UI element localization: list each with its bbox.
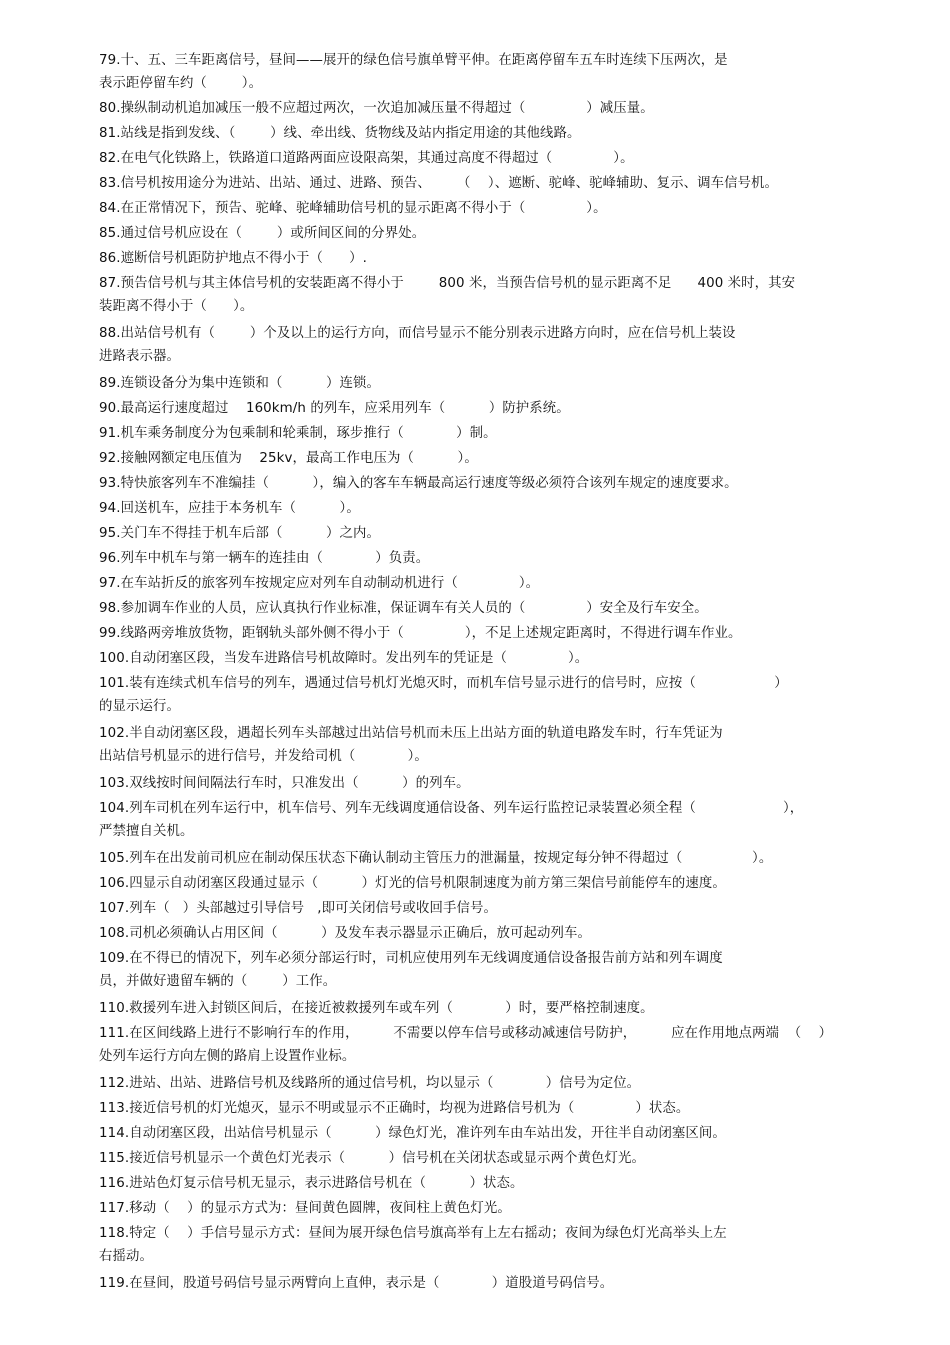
question-text: 103.双线按时间间隔法行车时，只准发出（ ）的列车。 [99,776,470,791]
question-text: 84.在正常情况下，预告、驼峰、驼峰辅助信号机的显示距离不得小于（ ）。 [99,201,607,216]
question-text: 81.站线是指到发线、（ ）线、牵出线、货物线及站内指定用途的其他线路。 [99,126,581,141]
question-text: 117.移动（ ）的显示方式为：昼间黄色圆牌，夜间柱上黄色灯光。 [99,1201,511,1216]
question-text-continued: 进路表示器。 [99,349,180,364]
question-text: 99.线路两旁堆放货物，距钢轨头部外侧不得小于（ ），不足上述规定距离时，不得进行调车作业。 [99,626,742,641]
question-text: 107.列车（ ）头部越过引导信号 ,即可关闭信号或收回手信号。 [99,901,497,916]
question-text: 92.接触网额定电压值为 25kv，最高工作电压为（ ）。 [99,451,478,466]
question-text: 100.自动闭塞区段，当发车进路信号机故障时。发出列车的凭证是（ ）。 [99,651,589,666]
question-text: 95.关门车不得挂于机车后部（ ）之内。 [99,526,381,541]
question-text: 112.进站、出站、进路信号机及线路所的通过信号机，均以显示（ ）信号为定位。 [99,1076,641,1091]
question-text-continued: 的显示运行。 [99,699,180,714]
question-text: 114.自动闭塞区段，出站信号机显示（ ）绿色灯光，准许列车由车站出发，开往半自动闭塞区间。 [99,1126,726,1141]
question-text: 102.半自动闭塞区段，遇超长列车头部越过出站信号机而未压上出站方面的轨道电路发车时，行车凭证为 [99,726,723,741]
question-text: 110.救援列车进入封锁区间后，在接近被救援列车或车列（ ）时，要严格控制速度。 [99,1001,654,1016]
question-text: 89.连锁设备分为集中连锁和（ ）连锁。 [99,376,381,391]
question-text: 86.遮断信号机距防护地点不得小于（ ）. [99,251,367,266]
question-text: 82.在电气化铁路上，铁路道口道路两面应设限高架，其通过高度不得超过（ ）。 [99,151,634,166]
question-text-continued: 装距离不得小于（ ）。 [99,299,254,314]
question-text: 85.通过信号机应设在（ ）或所间区间的分界处。 [99,226,426,241]
question-text: 105.列车在出发前司机应在制动保压状态下确认制动主管压力的泄漏量，按规定每分钟不得超过（ ）。 [99,851,773,866]
question-text: 90.最高运行速度超过 160km/h 的列车，应采用列车（ ）防护系统。 [99,401,570,416]
question-text-continued: 员，并做好遗留车辆的（ ）工作。 [99,974,337,989]
question-text: 115.接近信号机显示一个黄色灯光表示（ ）信号机在关闭状态或显示两个黄色灯光。 [99,1151,645,1166]
question-text: 93.特快旅客列车不准编挂（ ），编入的客车车辆最高运行速度等级必须符合该列车规定的速度要求。 [99,476,738,491]
question-text-continued: 严禁擅自关机。 [99,824,194,839]
question-text: 91.机车乘务制度分为包乘制和轮乘制，琢步推行（ ）制。 [99,426,497,441]
question-text-continued: 出站信号机显示的进行信号，并发给司机（ ）。 [99,749,428,764]
question-text-continued: 右摇动。 [99,1249,153,1264]
question-text: 96.列车中机车与第一辆车的连挂由（ ）负责。 [99,551,430,566]
question-text: 98.参加调车作业的人员，应认真执行作业标准，保证调车有关人员的（ ）安全及行车安全。 [99,601,708,616]
question-text: 97.在车站折反的旅客列车按规定应对列车自动制动机进行（ ）。 [99,576,540,591]
question-text: 116.进站色灯复示信号机无显示，表示进路信号机在（ ）状态。 [99,1176,524,1191]
question-text: 79.十、五、三车距离信号，昼间——展开的绿色信号旗单臂平伸。在距离停留车五车时连续下压两次，是 [99,53,728,68]
question-text: 108.司机必须确认占用区间（ ）及发车表示器显示正确后，放可起动列车。 [99,926,591,941]
question-text-continued: 处列车运行方向左侧的路肩上设置作业标。 [99,1049,356,1064]
question-text: 111.在区间线路上进行不影响行车的作用， 不需要以停车信号或移动减速信号防护， 应在作用地点两端 （ ） [99,1026,833,1041]
question-text: 83.信号机按用途分为进站、出站、通过、进路、预告、 （ ）、遮断、驼峰、驼峰辅助、复示、调车信号机。 [99,176,779,191]
question-text: 113.接近信号机的灯光熄灭，显示不明或显示不正确时，均视为进路信号机为（ ）状态。 [99,1101,690,1116]
question-text: 80.操纵制动机追加减压一般不应超过两次，一次追加减压量不得超过（ ）减压量。 [99,101,654,116]
question-text: 118.特定（ ）手信号显示方式：昼间为展开绿色信号旗高举有上左右摇动；夜间为绿色灯光高举头上左 [99,1226,727,1241]
question-text: 106.四显示自动闭塞区段通过显示（ ）灯光的信号机限制速度为前方第三架信号前能停车的速度。 [99,876,726,891]
question-text: 104.列车司机在列车运行中，机车信号、列车无线调度通信设备、列车运行监控记录装置必须全程（ ）， [99,801,804,816]
question-text: 88.出站信号机有（ ）个及以上的运行方向，而信号显示不能分别表示进路方向时，应在信号机上装设 [99,326,736,341]
question-text: 101.装有连续式机车信号的列车，遇通过信号机灯光熄灭时，而机车信号显示进行的信号时，应按（ ） [99,676,788,691]
question-text: 109.在不得已的情况下，列车必须分部运行时，司机应使用列车无线调度通信设备报告前方站和列车调度 [99,951,723,966]
question-text-continued: 表示距停留车约（ ）。 [99,76,263,91]
question-text: 94.回送机车，应挂于本务机车（ ）。 [99,501,360,516]
question-text: 119.在昼间，股道号码信号显示两臂向上直伸，表示是（ ）道股道号码信号。 [99,1276,614,1291]
question-text: 87.预告信号机与其主体信号机的安装距离不得小于 800 米，当预告信号机的显示距离不足 400 米时，其安 [99,276,796,291]
